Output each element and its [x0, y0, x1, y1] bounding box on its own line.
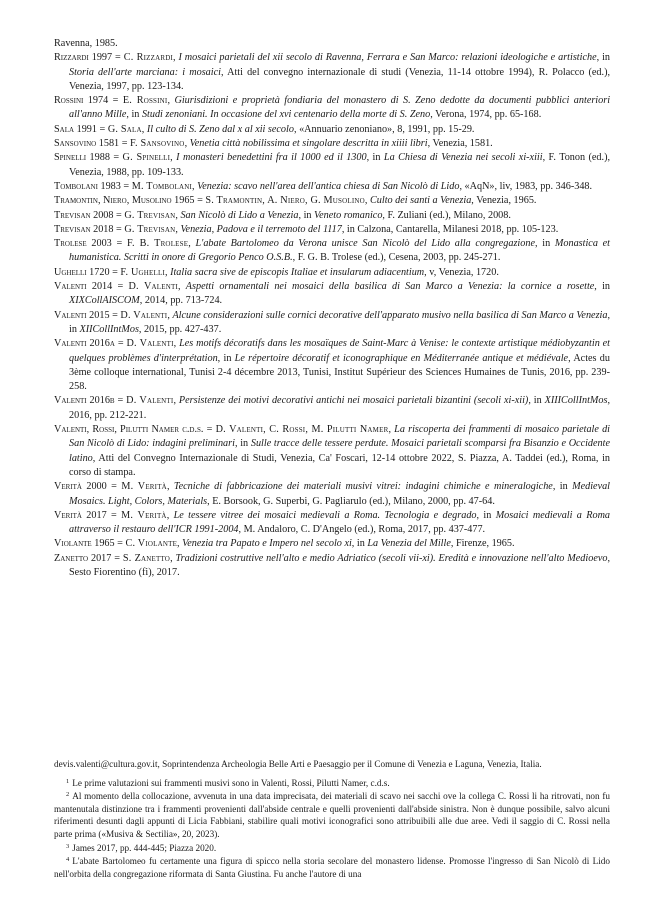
citation-publication: , 2016, pp. 212-221. — [69, 395, 610, 421]
citation-author: G. Spinelli — [122, 152, 171, 164]
footnote — [54, 854, 610, 880]
citation-title: Venezia tra Papato e Impero nel secolo xi — [182, 538, 352, 550]
citation-key: Rizzardi 1997 — [54, 52, 113, 64]
citation-details: , Venezia, 1965. — [471, 195, 537, 207]
citation-author: D. Valenti — [126, 338, 174, 350]
citation-details: , in — [351, 538, 368, 550]
citation-title: Alcune considerazioni sulle cornici decorative dell'apparato musivo nella basilica di San Marco a Venezia — [172, 309, 608, 321]
citation-key: Verità 2000 — [54, 481, 107, 493]
bibliography-entry: Verità 2000 = M. Verità, Tecniche di fabbricazione dei materiali musivi vitrei: indagini chimiche e mineralogiche, in Medieval Mosaics. Light, Colors, Materials, E. Borsook, G. Superbi, G. Pagliarulo (ed.), Milano, 2000, pp. 47-64. — [54, 481, 611, 507]
citation-container-title: Studi zenoniani. In occasione del xvi centenario della morte di S. Zeno — [141, 109, 431, 121]
citation-container-title: XIIICollIntMos — [544, 395, 608, 407]
citation-publication: , F. G. B. Trolese (ed.), Cesena, 2003, pp. 245-271. — [292, 252, 501, 264]
citation-author: S. Zanetto — [122, 552, 171, 564]
citation-author: S. Tramontin, A. Niero, G. Musolino — [205, 195, 365, 207]
citation-author: G. Trevisan — [124, 209, 176, 221]
citation-title: Italia sacra sive de episcopis Italiae et insularum adiacentium — [170, 266, 425, 278]
citation-title: Persistenze dei motivi decorativi antichi nei mosaici parietali bizantini (secoli xi-xii) — [178, 395, 529, 407]
bibliography-entry: Zanetto 2017 = S. Zanetto, Tradizioni costruttive nell'alto e medio Adriatico (secoli vii-xi). Eredità e innovazione nell'alto Medioevo, Sesto Fiorentino (fi), 2017. — [54, 552, 610, 578]
citation-author: G. Sala — [107, 123, 142, 135]
footnotes-section — [54, 758, 610, 880]
footnote-list — [54, 776, 610, 881]
bibliography-entry: Sala 1991 = G. Sala, Il culto di S. Zeno dal x al xii secolo, «Annuario zenoniano», 8, 1991, pp. 15-29. — [54, 123, 475, 135]
citation-title: Tecniche di fabbricazione dei materiali musivi vitrei: indagini chimiche e mineralogiche — [173, 481, 553, 493]
citation-author: G. Trevisan — [124, 223, 176, 235]
footnote-number: 2 — [66, 791, 70, 799]
citation-details: , v, Venezia, 1720. — [424, 266, 499, 278]
bibliography-entry: Rizzardi 1997 = C. Rizzardi, I mosaici parietali del xii secolo di Ravenna, Ferrara e San Marco: relazioni ideologiche e artistiche, in Storia dell'arte marciana: i mosaici, Atti del convegno internazionale di studi (Venezia, 11-14 ottobre 1994), R. Polacco (ed.), Venezia, 1997, pp. 123-134. — [54, 52, 611, 92]
citation-author: M. Verità — [121, 509, 167, 521]
citation-container-title: La Chiesa di Venezia nei secoli xi-xiii — [383, 152, 543, 164]
citation-title: I monasteri benedettini fra il 1000 ed il 1300 — [176, 152, 367, 164]
citation-details: , in — [69, 309, 611, 335]
citation-details: , in — [596, 52, 610, 64]
citation-details: , «AqN», liv, 1983, pp. 346-348. — [459, 180, 593, 192]
bibliography-entry: Trolese 2003 = F. B. Trolese, L'abate Bartolomeo da Verona unisce San Nicolò del Lido alla congregazione, in Monastica et humanistica. Scritti in onore di Gregorio Penco O.S.B., F. G. B. Trolese (ed.), Cesena, 2003, pp. 245-271. — [54, 238, 610, 264]
citation-key: Spinelli 1988 — [54, 152, 110, 164]
citation-title: San Nicolò di Lido a Venezia — [180, 209, 299, 221]
citation-title: I mosaici parietali del xii secolo di Ravenna, Ferrara e San Marco: relazioni ideologiche e artistiche — [178, 52, 597, 64]
bibliography-entry: Rossini 1974 = E. Rossini, Giurisdizioni e proprietà fondiaria del monastero di S. Zeno dedotte da documenti pubblici anteriori all'anno Mille, in Studi zenoniani. In occasione del xvi centenario della morte di S. Zeno, Verona, 1974, pp. 65-168. — [54, 95, 611, 121]
citation-key: Ughelli 1720 — [54, 266, 110, 278]
citation-details: , in — [534, 238, 555, 250]
citation-author: M. Tombolani — [131, 180, 193, 192]
citation-key: Valenti, Rossi, Pilutti Namer c.d.s. — [54, 424, 204, 436]
citation-details: , in — [552, 481, 573, 493]
citation-title: La riscoperta dei frammenti di mosaico parietale di San Nicolò di Lido: indagini preliminari — [69, 424, 610, 450]
citation-details: , in — [217, 352, 235, 364]
citation-author: F. Sansovino — [130, 138, 185, 150]
footnote-number: 1 — [66, 777, 70, 785]
footnote — [54, 789, 610, 840]
bibliography-entry: Valenti, Rossi, Pilutti Namer c.d.s. = D. Valenti, C. Rossi, M. Pilutti Namer, La riscoperta dei frammenti di mosaico parietale di San Nicolò di Lido: indagini preliminari, in Sulle tracce delle tessere perdute. Mosaici parietali scomparsi fra Bisanzio e Occidente latino, Atti del Convegno Internazionale di Studi, Venezia, Ca' Foscari, 12-14 ottobre 2022, S. Piazza, A. Taddei (ed.), Roma, in corso di stampa. — [54, 424, 610, 478]
bibliography-entry: Trevisan 2018 = G. Trevisan, Venezia, Padova e il terremoto del 1117, in Calzona, Cantarella, Milanesi 2018, pp. 105-123. — [54, 223, 559, 235]
citation-author: D. Valenti — [128, 281, 179, 293]
citation-details: , in — [594, 281, 610, 293]
bibliography-entry: Valenti 2016a = D. Valenti, Les motifs décoratifs dans les mosaïques de Saint-Marc à Venise: le contexte artistique médiobyzantin et quelques problèmes d'interprétation, in Le répertoire décoratif et iconographique en Méditerranée antique et médiévale, Actes du 3ème colloque international, Tunisi 2-4 décembre 2013, Tunisi, Institut Supérieur des Sciences Humaines de Tunis, 2016, pp. 239-258. — [54, 338, 611, 393]
footnote-text: Al momento della collocazione, avvenuta in una data imprecisata, dei materiali di scavo nei sacchi ove la collega C. Rossi li ha ritrovati, non fu mantenutala distinzione tra i frammenti provenienti dall'abside centrale e quelli provenienti dall'abside sinistra. Non è dunque possibile, salvo alcuni riferimenti desunti dagli appunti di Licia Fabbiani, stabilire quali motivi iconografici sono attribuibili alle due aree. Vedi il saggio di C. Rossi nella parte prima («Musiva & Sectilia», 20, 2023). — [54, 791, 610, 839]
citation-details: , in — [126, 109, 142, 121]
bibliography-entry: Ughelli 1720 = F. Ughelli, Italia sacra sive de episcopis Italiae et insularum adiacentium, v, Venezia, 1720. — [54, 266, 499, 278]
bibliography — [54, 37, 610, 580]
entry-continuation: Ravenna, 1985. — [54, 38, 118, 49]
citation-title: Aspetti ornamentali nei mosaici della basilica di San Marco a Venezia: la cornice a rosette — [185, 281, 595, 293]
citation-key: Tramontin, Niero, Musolino 1965 — [54, 195, 195, 207]
bibliography-entry: Valenti 2014 = D. Valenti, Aspetti ornamentali nei mosaici della basilica di San Marco a Venezia: la cornice a rosette, in XIXCollAISCOM, 2014, pp. 713-724. — [54, 281, 610, 307]
footnote — [54, 776, 610, 790]
citation-container-title: Monastica et humanistica. Scritti in onore di Gregorio Penco O.S.B. — [69, 238, 610, 264]
citation-author: D. Valenti — [120, 309, 168, 321]
citation-container-title: La Venezia del Mille — [367, 538, 451, 550]
citation-title: L'abate Bartolomeo da Verona unisce San Nicolò del Lido alla congregazione — [195, 238, 535, 250]
footnote-number: 3 — [66, 842, 70, 850]
citation-container-title: Storia dell'arte marciana: i mosaici — [69, 66, 221, 78]
citation-publication: , Actes du 3ème colloque international, Tunisi 2-4 décembre 2013, Tunisi, Institut Supérieur des Sciences Humaines de Tunis, 2016, pp. 239-258. — [69, 352, 610, 393]
bibliography-entry: Trevisan 2008 = G. Trevisan, San Nicolò di Lido a Venezia, in Veneto romanico, F. Zuliani (ed.), Milano, 2008. — [54, 209, 511, 221]
citation-key: Trevisan 2018 — [54, 223, 114, 235]
author-affiliation: devis.valenti@cultura.gov.it, Soprintendenza Archeologia Belle Arti e Paesaggio per il Comune di Venezia e Laguna, Venezia, Italia. — [54, 759, 542, 769]
citation-author: D. Valenti — [126, 395, 174, 407]
citation-details: , Sesto Fiorentino (fi), 2017. — [69, 552, 610, 578]
citation-publication: , E. Borsook, G. Superbi, G. Pagliarulo (ed.), Milano, 2000, pp. 47-64. — [207, 495, 495, 507]
citation-title: Les motifs décoratifs dans les mosaïques de Saint-Marc à Venise: le contexte artistique médiobyzantin et quelques problèmes d'interprétation — [69, 338, 611, 364]
bibliography-entry: Spinelli 1988 = G. Spinelli, I monasteri benedettini fra il 1000 ed il 1300, in La Chiesa di Venezia nei secoli xi-xiii, F. Tonon (ed.), Venezia, 1988, pp. 109-133. — [54, 152, 611, 178]
citation-author: F. B. Trolese — [126, 238, 189, 250]
bibliography-entry: Tramontin, Niero, Musolino 1965 = S. Tramontin, A. Niero, G. Musolino, Culto dei santi a Venezia, Venezia, 1965. — [54, 195, 537, 207]
footnote-text: James 2017, pp. 444-445; Piazza 2020. — [72, 842, 217, 853]
bibliography-entry: Sansovino 1581 = F. Sansovino, Venetia città nobilissima et singolare descritta in xiiii libri, Venezia, 1581. — [54, 138, 493, 150]
citation-title: Venezia, Padova e il terremoto del 1117 — [180, 223, 342, 235]
citation-title: Venetia città nobilissima et singolare descritta in xiiii libri — [189, 138, 428, 150]
citation-details: , in — [528, 395, 545, 407]
citation-container-title: XIXCollAISCOM — [69, 295, 140, 307]
citation-container-title: Le répertoire décoratif et iconographique en Méditerranée antique et médiévale — [234, 352, 569, 364]
bibliography-entry — [54, 37, 610, 51]
citation-details: , in Calzona, Cantarella, Milanesi 2018, pp. 105-123. — [341, 223, 559, 235]
bibliography-entry: Violante 1965 = C. Violante, Venezia tra Papato e Impero nel secolo xi, in La Venezia del Mille, Firenze, 1965. — [54, 538, 515, 550]
citation-title: Tradizioni costruttive nell'alto e medio Adriatico (secoli vii-xi). Eredità e innovazione nell'alto Medioevo — [175, 552, 608, 564]
citation-key: Trevisan 2008 — [54, 209, 114, 221]
footnote — [54, 841, 610, 855]
citation-key: Sala 1991 — [54, 123, 97, 135]
citation-details: , «Annuario zenoniano», 8, 1991, pp. 15-29. — [293, 123, 475, 135]
citation-publication: , M. Andaloro, C. D'Angelo (ed.), Roma, 2017, pp. 437-477. — [238, 524, 486, 536]
citation-key: Valenti 2016b — [54, 395, 115, 407]
citation-details: , in — [476, 509, 496, 521]
citation-title: Venezia: scavo nell'area dell'antica chiesa di San Nicolò di Lido — [197, 180, 460, 192]
citation-publication: , Verona, 1974, pp. 65-168. — [430, 109, 542, 121]
citation-key: Violante 1965 — [54, 538, 115, 550]
citation-details: , in — [298, 209, 315, 221]
citation-key: Verità 2017 — [54, 509, 107, 521]
bibliography-entry: Valenti 2016b = D. Valenti, Persistenze dei motivi decorativi antichi nei mosaici parietali bizantini (secoli xi-xii), in XIIICollIntMos, 2016, pp. 212-221. — [54, 395, 610, 421]
citation-details: , Venezia, 1581. — [427, 138, 493, 150]
footnote-text: L'abate Bartolomeo fu certamente una figura di spicco nella storia secolare del monastero lidense. Promosse l'ingresso di San Nicolò di Lido nell'orbita della congregazione riformata di Santa Giustina. Fu anche l'autore di una — [54, 856, 610, 879]
citation-key: Zanetto 2017 — [54, 552, 112, 564]
citation-container-title: XIICollIntMos — [79, 323, 139, 335]
citation-key: Valenti 2015 — [54, 309, 110, 321]
citation-key: Valenti 2014 — [54, 281, 113, 293]
citation-author: F. Ughelli — [120, 266, 165, 278]
citation-author: C. Rizzardi — [123, 52, 173, 64]
bibliography-entry: Valenti 2015 = D. Valenti, Alcune considerazioni sulle cornici decorative dell'apparato musivo nella basilica di San Marco a Venezia, in XIICollIntMos, 2015, pp. 427-437. — [54, 309, 611, 335]
citation-publication: , 2015, pp. 427-437. — [138, 323, 222, 335]
footnote-text: Le prime valutazioni sui frammenti musivi sono in Valenti, Rossi, Pilutti Namer, c.d.s. — [72, 777, 390, 788]
citation-title: Il culto di S. Zeno dal x al xii secolo — [146, 123, 294, 135]
citation-container-title: Medieval Mosaics. Light, Colors, Materials — [69, 481, 611, 507]
citation-author: E. Rossini — [122, 95, 168, 107]
citation-title: Le tessere vitree dei mosaici medievali a Roma. Tecnologia e degrado — [173, 509, 477, 521]
citation-container-title: Veneto romanico — [314, 209, 383, 221]
citation-container-title: Sulle tracce delle tessere perdute. Mosaici parietali scomparsi fra Bisanzio e Occidente latino — [69, 438, 610, 464]
bibliography-entry: Verità 2017 = M. Verità, Le tessere vitree dei mosaici medievali a Roma. Tecnologia e degrado, in Mosaici medievali a Roma attraverso il restauro dell'ICR 1991-2004, M. Andaloro, C. D'Angelo (ed.), Roma, 2017, pp. 437-477. — [54, 509, 611, 536]
citation-title: Giurisdizioni e proprietà fondiaria del monastero di S. Zeno dedotte da documenti pubblici anteriori all'anno Mille — [69, 95, 611, 121]
citation-publication: , F. Tonon (ed.), Venezia, 1988, pp. 109-133. — [69, 152, 611, 178]
citation-publication: , 2014, pp. 713-724. — [139, 295, 223, 307]
citation-key: Sansovino 1581 — [54, 138, 120, 150]
citation-author: C. Violante — [125, 538, 178, 550]
citation-title: Culto dei santi a Venezia — [369, 195, 472, 207]
citation-author: M. Verità — [121, 481, 167, 493]
citation-publication: , Firenze, 1965. — [450, 538, 515, 550]
citation-publication: , Atti del Convegno Internazionale di Studi, Venezia, Ca' Foscari, 12-14 ottobre 2022, S. Piazza, A. Taddei (ed.), Roma, in corso di stampa. — [69, 452, 610, 478]
citation-details: , in — [234, 438, 251, 450]
citation-key: Valenti 2016a — [54, 338, 115, 350]
citation-details: , in — [366, 152, 384, 164]
citation-publication: , F. Zuliani (ed.), Milano, 2008. — [382, 209, 511, 221]
bibliography-entry: Tombolani 1983 = M. Tombolani, Venezia: scavo nell'area dell'antica chiesa di San Nicolò di Lido, «AqN», liv, 1983, pp. 346-348. — [54, 180, 593, 192]
footnote-number: 4 — [66, 856, 70, 864]
citation-publication: , Atti del convegno internazionale di studi (Venezia, 11-14 ottobre 1994), R. Polacco (ed.), Venezia, 1997, pp. 123-134. — [69, 66, 611, 92]
citation-container-title: Mosaici medievali a Roma attraverso il restauro dell'ICR 1991-2004 — [69, 509, 611, 536]
citation-key: Trolese 2003 — [54, 238, 112, 250]
citation-author: D. Valenti, C. Rossi, M. Pilutti Namer — [215, 424, 389, 436]
citation-key: Rossini 1974 — [54, 95, 109, 107]
citation-key: Tombolani 1983 — [54, 180, 121, 192]
